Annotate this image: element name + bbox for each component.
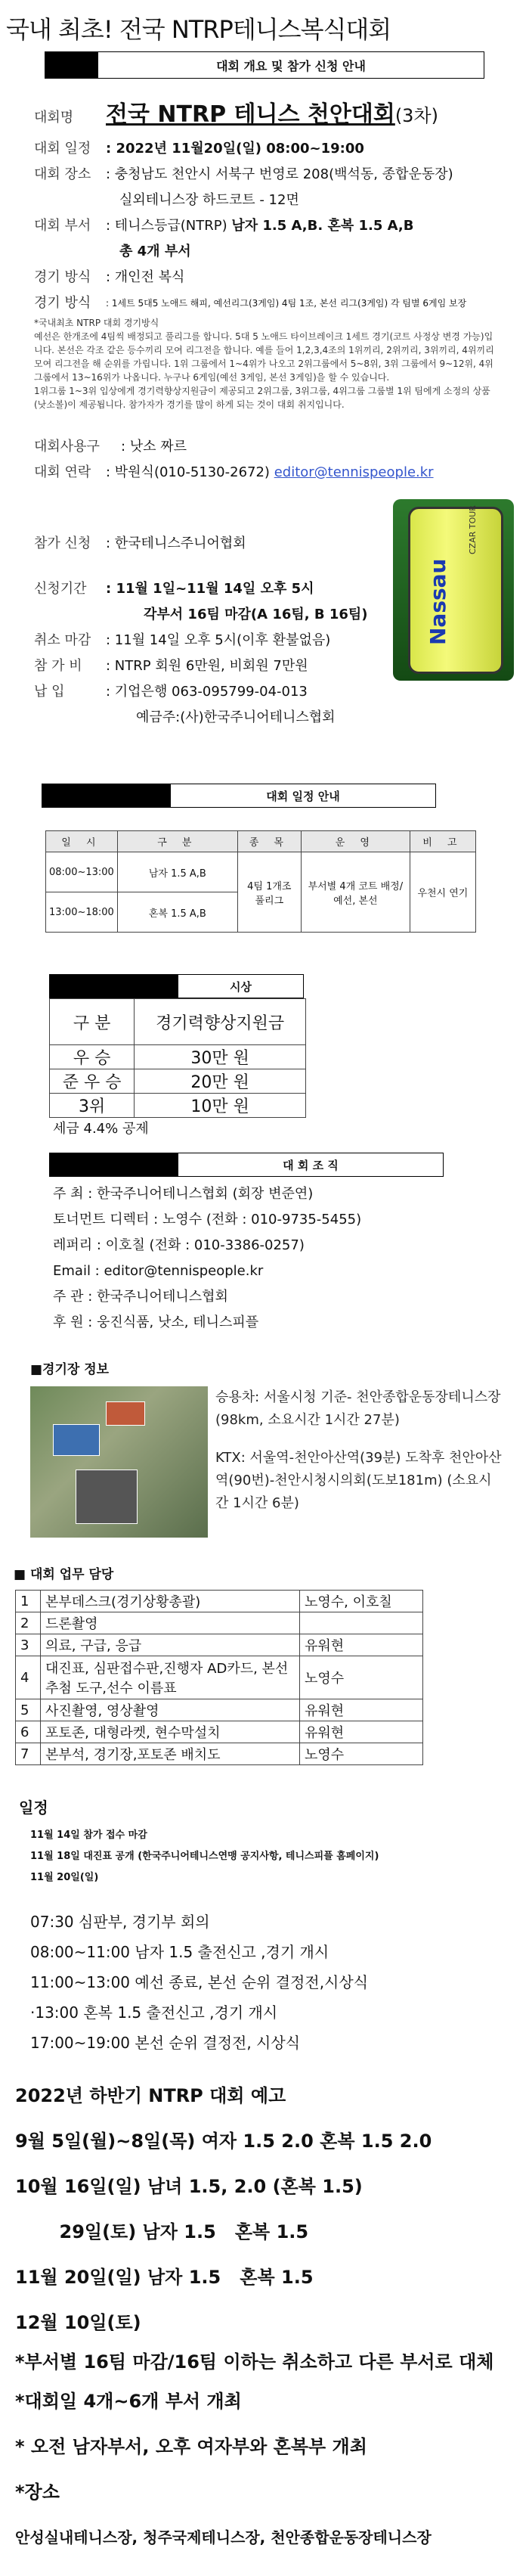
- period-note: 각부서 16팀 마감(A 16팀, B 16팀): [144, 607, 368, 622]
- overview: [0, 97, 529, 316]
- duty-no: 4: [16, 1656, 41, 1699]
- section-label: 대 회 조 직: [283, 1158, 339, 1172]
- day-item: 07:30 심판부, 경기부 회의: [30, 1913, 210, 1931]
- method-notes: [0, 316, 529, 411]
- col-header: 비 고: [410, 831, 475, 852]
- apply-value: : 한국테니스주니어협회: [106, 535, 246, 551]
- division-value: 남자 1.5 A,B. 혼복 1.5 A,B: [231, 218, 414, 234]
- day-item: ·13:00 혼복 1.5 출전신고 ,경기 개시: [30, 2003, 278, 2022]
- section-bar-org: [49, 1153, 444, 1177]
- preview-line: 9월 5일(월)~8일(목) 여자 1.5 2.0 혼복 1.5 2.0: [15, 2131, 432, 2152]
- table-row: [50, 1045, 306, 1069]
- pay-value: : 기업은행 063-095799-04-013: [106, 684, 308, 700]
- duty-task: 의료, 구급, 응급: [41, 1634, 300, 1656]
- contact-email-link[interactable]: editor@tennispeople.kr: [274, 464, 434, 480]
- table-row: [50, 1094, 306, 1118]
- table-row: [16, 1612, 423, 1634]
- duty-task: 드론촬영: [41, 1612, 300, 1634]
- org-line: 토너먼트 디렉터 : 노영수 (전화 : 010-9735-5455): [53, 1212, 362, 1227]
- prize-rank: 우 승: [50, 1045, 135, 1069]
- pay-holder: 예금주:(사)한국주니어테니스협회: [136, 709, 336, 725]
- stadium-shape: [76, 1470, 138, 1524]
- place-value: : 충청남도 천안시 서북구 번영로 208(백석동, 종합운동장): [106, 166, 453, 182]
- cell-time: 08:00~13:00: [46, 852, 118, 892]
- cell-div: 남자 1.5 A,B: [117, 852, 237, 892]
- org-line: Email : editor@tennispeople.kr: [53, 1263, 264, 1279]
- cell-div: 혼복 1.5 A,B: [117, 892, 237, 933]
- prize-amount: 10만 원: [135, 1094, 306, 1118]
- preview-line: 11월 20일(일) 남자 1.5 혼복 1.5: [15, 2267, 314, 2288]
- col-header: 운 영: [301, 831, 410, 852]
- prize-rank: 3위: [50, 1094, 135, 1118]
- day-item: 17:00~19:00 본선 순위 결정전, 시상식: [30, 2034, 301, 2052]
- org-lines: [0, 1181, 529, 1336]
- table-row: [46, 852, 476, 892]
- preview-line: *부서별 16팀 마감/16팀 이하는 취소하고 다른 부서로 대체: [15, 2351, 494, 2373]
- table-row: [16, 1699, 423, 1721]
- duty-task: 대진표, 심판접수판,진행자 AD카드, 본선추첨 도구,선수 이름표: [41, 1656, 300, 1699]
- method-value: : 1세트 5대5 노애드 해피, 예선리그(3게임) 4팀 1조, 본선 리그(3게임) 각 팀별 6게임 보장: [106, 298, 467, 309]
- duty-person: [300, 1612, 423, 1634]
- cancel-value: : 11월 14일 오후 5시(이후 환불없음): [106, 632, 331, 648]
- duty-no: 1: [16, 1591, 41, 1612]
- date-value: : 2022년 11월20일(일) 08:00~19:00: [106, 141, 364, 157]
- venue-ktx: KTX: 서울역-천안아산역(39분) 도착후 천안아산역(90번)-천안시청시의회(도보181m) (소요시간 1시간 6분): [215, 1450, 502, 1511]
- division-count: 총 4개 부서: [119, 244, 191, 259]
- preview-line: * 오전 남자부서, 오후 여자부와 혼복부 개최: [15, 2436, 367, 2457]
- table-row: [16, 1591, 423, 1612]
- division-prefix: : 테니스등급(NTRP): [106, 218, 227, 234]
- duty-person: 노영수: [300, 1743, 423, 1765]
- day-note: 11월 18일 대진표 공개 (한국주니어테니스연맹 공지사항, 테니스피플 홈페이지): [30, 1851, 379, 1862]
- org-line: 레퍼리 : 이호칠 (전화 : 010-3386-0257): [53, 1237, 305, 1253]
- preview-lines: [0, 2118, 529, 2560]
- venue-title: ■경기장 정보: [30, 1362, 110, 1377]
- preview-line: 12월 10일(토): [15, 2312, 141, 2333]
- table-row: [16, 1634, 423, 1656]
- schedule-table: [45, 830, 476, 933]
- section-bar-prize: [49, 974, 304, 998]
- cell-operation: 부서별 4개 코트 배정/예선, 본선: [301, 852, 410, 933]
- prize-amount: 30만 원: [135, 1045, 306, 1069]
- preview-title: 2022년 하반기 NTRP 대회 예고: [15, 2085, 286, 2106]
- duty-no: 2: [16, 1612, 41, 1634]
- duty-no: 5: [16, 1699, 41, 1721]
- ball-can-icon: [408, 507, 503, 674]
- ball-label: 대회사용구: [34, 439, 100, 455]
- bar-block: [45, 52, 98, 78]
- method-note: 예선은 한개조에 4팀씩 배정되고 풀리그를 합니다. 5대 5 노애드 타이브레이크 1세트 경기(코트 사정상 변경 가능)입니다. 본선은 각조 같은 등수끼리 모여 리그전을 합니다. 예를 들어 1,2,3,4조의 1위끼리, 2위끼리, 3위끼리, 4위끼리 모여 리그전을 해 순위를 가립니다. 1위 그룹에서 1~4위가 나오고 2위그룹에서 5~8위, 3위 그룹에서 9~12위, 4위 그룹에서 13~16위가 나옵니다. 누구나 6게임(예선 3게임, 본선 3게임)을 할 수 있습니다.: [34, 331, 494, 383]
- tennis-ball-can-image: [393, 499, 514, 681]
- org-line: 주 최 : 한국주니어테니스협회 (회장 변준연): [53, 1186, 314, 1202]
- date-label: 대회 일정: [34, 141, 91, 157]
- name-label: 대회명: [34, 110, 74, 126]
- cell-remark: 우천시 연기: [410, 852, 475, 933]
- org-line: 후 원 : 웅진식품, 낫소, 테니스피플: [53, 1314, 259, 1330]
- duty-no: 3: [16, 1634, 41, 1656]
- fee-label: 참 가 비: [34, 658, 82, 674]
- pay-label: 납 입: [34, 684, 65, 700]
- period-label: 신청기간: [34, 581, 87, 597]
- method-note: *국내최초 NTRP 대회 경기방식: [34, 318, 159, 328]
- day-note: 11월 14일 참가 접수 마감: [30, 1830, 147, 1841]
- cell-event: 4팀 1개조 풀리그: [237, 852, 301, 933]
- preview-line: 29일(토) 남자 1.5 혼복 1.5: [15, 2221, 309, 2242]
- name-suffix: (3차): [394, 105, 438, 126]
- day-title: 일정: [19, 1799, 48, 1817]
- duty-task: 본부데스크(경기상황총괄): [41, 1591, 300, 1612]
- duty-task: 포토존, 대형라켓, 현수막설치: [41, 1721, 300, 1743]
- prize-table: [49, 998, 306, 1118]
- table-row: [16, 1721, 423, 1743]
- section-label: 대회 개요 및 참가 신청 안내: [216, 58, 366, 73]
- venue-aerial-map: [30, 1386, 208, 1538]
- contact-block: [0, 434, 529, 486]
- table-row: [50, 1069, 306, 1094]
- duty-task: 사진촬영, 영상촬영: [41, 1699, 300, 1721]
- cell-time: 13:00~18:00: [46, 892, 118, 933]
- page-title: 국내 최초! 전국 NTRP테니스복식대회: [6, 15, 391, 44]
- col-header: 종 목: [237, 831, 301, 852]
- method-label: 경기 방식: [34, 295, 91, 311]
- fee-value: : NTRP 회원 6만원, 비회원 7만원: [106, 658, 308, 674]
- venue-block: [0, 1377, 529, 1556]
- bar-block: [50, 1153, 178, 1176]
- duty-person: 유워현: [300, 1721, 423, 1743]
- contact-label: 대회 연락: [34, 464, 91, 480]
- section-label: 시상: [230, 979, 252, 994]
- bar-block: [42, 784, 171, 807]
- duty-no: 7: [16, 1743, 41, 1765]
- preview-line: 안성실내테니스장, 청주국제테니스장, 천안종합운동장테니스장: [15, 2528, 432, 2547]
- duty-table: [15, 1590, 423, 1765]
- court-shape: [53, 1424, 100, 1456]
- day-notes: [0, 1825, 529, 1889]
- table-row: [16, 1743, 423, 1765]
- prize-rank: 준 우 승: [50, 1069, 135, 1094]
- org-line: 주 관 : 한국주니어테니스협회: [53, 1289, 228, 1305]
- section-bar-overview: [45, 51, 484, 79]
- prize-tax: 세금 4.4% 공제: [53, 1121, 149, 1137]
- duty-person: 노영수: [300, 1656, 423, 1699]
- col-header: 일 시: [46, 831, 118, 852]
- duty-title: ■ 대회 업무 담당: [14, 1567, 114, 1582]
- ball-value: : 낫소 짜르: [121, 439, 187, 455]
- preview-line: *대회일 4개~6개 부서 개최: [15, 2391, 242, 2412]
- table-row: [16, 1656, 423, 1699]
- duty-no: 6: [16, 1721, 41, 1743]
- duty-task: 본부석, 경기장,포토존 배치도: [41, 1743, 300, 1765]
- duty-person: 노영수, 이호칠: [300, 1591, 423, 1612]
- ball-model-label: CZAR TOUR: [468, 505, 478, 554]
- day-item: 08:00~11:00 남자 1.5 출전신고 ,경기 개시: [30, 1943, 329, 1961]
- prize-amount: 20만 원: [135, 1069, 306, 1094]
- place-label: 대회 장소: [34, 166, 91, 182]
- type-value: : 개인전 복식: [106, 269, 185, 285]
- ball-brand-label: Nassau: [425, 558, 450, 645]
- table-row: [50, 999, 306, 1045]
- contact-value: : 박원식(010-5130-2672): [106, 464, 270, 480]
- day-items: [0, 1907, 529, 2058]
- duty-person: 유워현: [300, 1634, 423, 1656]
- section-label: 대회 일정 안내: [266, 789, 340, 803]
- track-shape: [106, 1401, 145, 1426]
- section-bar-schedule: [42, 784, 436, 808]
- prize-header-amount: 경기력향상지원금: [135, 999, 306, 1045]
- place-value-2: 실외테니스장 하드코트 - 12면: [119, 192, 299, 208]
- col-header: 구 분: [117, 831, 237, 852]
- name-value: 전국 NTRP 테니스 천안대회: [106, 101, 395, 128]
- period-value: : 11월 1일~11월 14일 오후 5시: [106, 581, 314, 597]
- apply-label: 참가 신청: [34, 535, 91, 551]
- preview-line: *장소: [15, 2481, 60, 2503]
- prize-header-div: 구 분: [50, 999, 135, 1045]
- bar-block: [50, 975, 178, 998]
- venue-car: 승용차: 서울시청 기준- 천안종합운동장테니스장(98km, 소요시간 1시간 27분): [215, 1389, 501, 1428]
- day-item: 11:00~13:00 예선 종료, 본선 순위 결정전,시상식: [30, 1973, 369, 1991]
- cancel-label: 취소 마감: [34, 632, 91, 648]
- preview-line: 10월 16일(일) 남녀 1.5, 2.0 (혼복 1.5): [15, 2176, 363, 2197]
- type-label: 경기 방식: [34, 269, 91, 285]
- day-note: 11월 20일(일): [30, 1872, 99, 1883]
- division-label: 대회 부서: [34, 218, 91, 234]
- duty-person: 유워현: [300, 1699, 423, 1721]
- method-note: 1위그룹 1~3위 입상에게 경기력향상지원금이 제공되고 2위그룹, 3위그룹, 4위그룹 그룹별 1위 팀에게 소정의 상품(낫소볼)이 제공됩니다. 참가자가 경기를 많이 하게 되는 것이 대회 취지입니다.: [34, 386, 490, 410]
